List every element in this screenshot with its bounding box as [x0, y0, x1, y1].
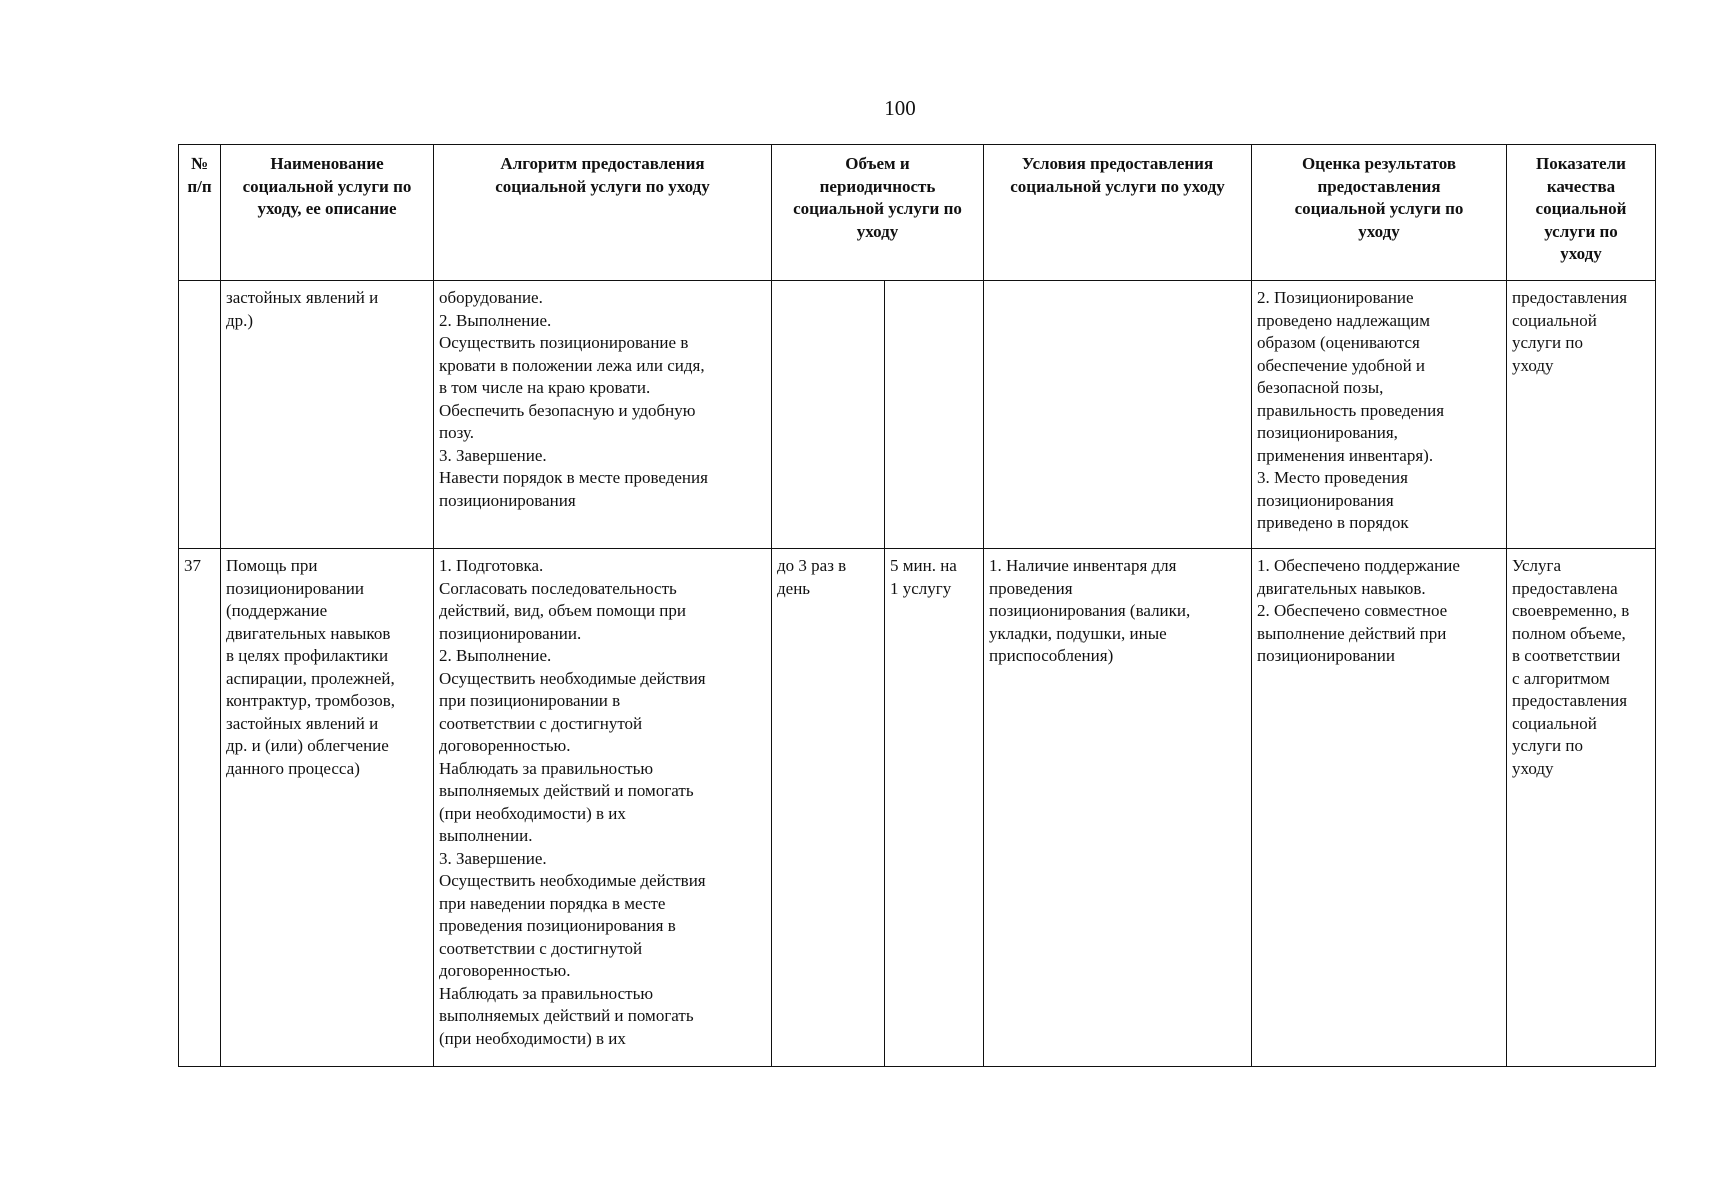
- cell-text-line: застойных явлений и: [226, 713, 379, 733]
- cell-service-name: [221, 549, 434, 1067]
- cell-text-line: (поддержание: [226, 601, 328, 620]
- cell-text-line: кровати в положении лежа или сидя,: [439, 355, 705, 375]
- services-table: [178, 144, 1656, 1067]
- cell-text-line: качества: [1546, 176, 1616, 196]
- cell-text-line: социальной: [1535, 199, 1627, 218]
- cell-algorithm: [434, 281, 772, 549]
- cell-text-line: Осуществить необходимые действия: [439, 871, 706, 890]
- cell-text-line: позиционировании: [1257, 646, 1395, 665]
- cell-text-line: социальной услуги по уходу: [1010, 176, 1225, 196]
- cell-text-line: Алгоритм предоставления: [500, 154, 705, 173]
- cell-text-line: Обеспечить безопасную и удобную: [439, 400, 696, 420]
- cell-text-line: проведения: [989, 578, 1073, 598]
- cell-text-line: в целях профилактики: [226, 646, 389, 665]
- cell-text-line: позиционирования: [439, 490, 576, 510]
- header-conditions: [984, 145, 1252, 281]
- cell-text-line: предоставления: [1512, 691, 1628, 710]
- cell-text-line: приспособления): [989, 646, 1114, 665]
- cell-text-line: позу.: [439, 423, 475, 442]
- cell-text-line: 2. Выполнение.: [439, 646, 552, 665]
- cell-text-line: 1. Наличие инвентаря для: [989, 556, 1177, 575]
- cell-text-line: действий, вид, объем помощи при: [439, 601, 686, 620]
- cell-text-line: безопасной позы,: [1257, 378, 1384, 397]
- cell-text-line: Помощь при: [226, 556, 318, 575]
- cell-text-line: (при необходимости) в их: [439, 1028, 626, 1048]
- cell-text-line: Объем и: [845, 154, 910, 173]
- cell-text-line: уходу: [1512, 758, 1554, 778]
- cell-text-line: выполнение действий при: [1257, 623, 1447, 643]
- cell-text-line: применения инвентаря).: [1257, 445, 1434, 465]
- cell-duration: [885, 549, 984, 1067]
- cell-text-line: Навести порядок в месте проведения: [439, 468, 708, 487]
- cell-quality: [1507, 549, 1656, 1067]
- cell-text-line: 1. Обеспечено поддержание: [1257, 556, 1460, 575]
- cell-text-line: при позиционировании в: [439, 691, 621, 710]
- cell-text-line: социальной услуги по уходу: [495, 176, 710, 196]
- cell-duration: [885, 281, 984, 549]
- header-num: [179, 145, 221, 281]
- cell-conditions: [984, 549, 1252, 1067]
- cell-text-line: позиционировании.: [439, 623, 582, 643]
- cell-text-line: выполняемых действий и помогать: [439, 1006, 694, 1025]
- cell-text-line: 3. Завершение.: [439, 848, 547, 868]
- cell-text-line: 3. Завершение.: [439, 445, 547, 465]
- cell-text-line: социальной: [1512, 310, 1597, 330]
- cell-text-line: Согласовать последовательность: [439, 578, 677, 598]
- cell-text-line: контрактур, тромбозов,: [226, 691, 396, 710]
- cell-text-line: позиционирования,: [1257, 423, 1398, 442]
- cell-text-line: предоставления: [1512, 288, 1628, 307]
- cell-text-line: приведено в порядок: [1257, 513, 1409, 532]
- cell-conditions: [984, 281, 1252, 549]
- cell-text-line: проведения позиционирования в: [439, 916, 676, 935]
- cell-text-line: позиционировании: [226, 578, 364, 598]
- cell-text-line: соответствии с достигнутой: [439, 938, 643, 958]
- cell-text-line: (при необходимости) в их: [439, 803, 626, 823]
- cell-text-line: правильность проведения: [1257, 400, 1445, 420]
- cell-text-line: обеспечение удобной и: [1257, 355, 1426, 375]
- header-evaluation: [1252, 145, 1507, 281]
- cell-text-line: договоренностью.: [439, 961, 571, 980]
- cell-text-line: выполнении.: [439, 826, 533, 845]
- cell-text-line: проведено надлежащим: [1257, 310, 1430, 330]
- cell-text-line: предоставлена: [1512, 578, 1618, 598]
- cell-text-line: Оценка результатов: [1301, 154, 1457, 173]
- cell-text-line: Условия предоставления: [1021, 154, 1214, 173]
- cell-text-line: в соответствии: [1512, 646, 1621, 665]
- cell-text-line: 5 мин. на: [890, 556, 957, 575]
- header-volume-frequency: [772, 145, 984, 281]
- cell-text-line: до 3 раз в: [777, 556, 847, 575]
- cell-text-line: уходу: [856, 221, 899, 241]
- cell-text-line: уходу: [1512, 355, 1554, 375]
- cell-text-line: договоренностью.: [439, 736, 571, 755]
- cell-text-line: позиционирования: [1257, 490, 1394, 510]
- table-header-row: [179, 145, 1656, 281]
- cell-text-line: др.): [226, 310, 254, 330]
- cell-text-line: уходу: [1560, 244, 1602, 263]
- cell-text-line: др. и (или) облегчение: [226, 736, 389, 755]
- header-quality: [1507, 145, 1656, 281]
- cell-text-line: Наблюдать за правильностью: [439, 758, 654, 778]
- cell-text-line: аспирации, пролежней,: [226, 668, 395, 688]
- cell-frequency: [772, 281, 885, 549]
- cell-text-line: социальной услуги по: [242, 176, 412, 196]
- cell-text-line: услуги по: [1544, 221, 1618, 241]
- page-number: 100: [884, 96, 916, 120]
- cell-num: 37: [179, 549, 221, 1067]
- cell-text-line: уходу, ее описание: [257, 199, 397, 218]
- cell-evaluation: [1252, 549, 1507, 1067]
- cell-algorithm: [434, 549, 772, 1067]
- cell-text-line: Осуществить позиционирование в: [439, 333, 689, 352]
- cell-text-line: Наблюдать за правильностью: [439, 983, 654, 1003]
- cell-text-line: образом (оцениваются: [1257, 333, 1420, 352]
- cell-text-line: предоставления: [1317, 176, 1441, 196]
- cell-text-line: выполняемых действий и помогать: [439, 781, 694, 800]
- cell-text-line: день: [777, 578, 811, 598]
- cell-evaluation: [1252, 281, 1507, 549]
- cell-text-line: при наведении порядка в месте: [439, 893, 666, 913]
- cell-text-line: своевременно, в: [1512, 601, 1630, 620]
- cell-text-line: Услуга: [1512, 556, 1562, 575]
- cell-text-line: 2. Выполнение.: [439, 310, 552, 330]
- cell-text-line: услуги по: [1512, 333, 1583, 352]
- cell-text-line: 2. Позиционирование: [1257, 288, 1414, 307]
- header-service-name: [221, 145, 434, 281]
- cell-text-line: оборудование.: [439, 288, 543, 307]
- table-row: [179, 549, 1656, 1067]
- cell-text-line: п/п: [187, 176, 212, 196]
- cell-text-line: 3. Место проведения: [1257, 468, 1408, 487]
- cell-text-line: №: [190, 154, 209, 173]
- cell-text-line: двигательных навыков: [226, 623, 391, 643]
- cell-text-line: застойных явлений и: [226, 288, 379, 307]
- cell-text-line: позиционирования (валики,: [989, 601, 1191, 620]
- cell-text-line: двигательных навыков.: [1257, 578, 1426, 598]
- cell-quality: [1507, 281, 1656, 549]
- cell-num: [179, 281, 221, 549]
- cell-text-line: в том числе на краю кровати.: [439, 378, 651, 397]
- cell-text-line: 1. Подготовка.: [439, 556, 544, 575]
- cell-text-line: социальной услуги по: [793, 199, 962, 218]
- cell-text-line: социальной услуги по: [1294, 199, 1464, 218]
- cell-text-line: периодичность: [819, 176, 936, 196]
- cell-text-line: с алгоритмом: [1512, 668, 1610, 688]
- cell-text-line: услуги по: [1512, 736, 1583, 755]
- cell-text-line: полном объеме,: [1512, 623, 1626, 643]
- cell-text-line: социальной: [1512, 713, 1597, 733]
- cell-frequency: [772, 549, 885, 1067]
- header-algorithm: [434, 145, 772, 281]
- cell-text-line: Показатели: [1536, 154, 1626, 173]
- cell-text-line: уходу: [1358, 221, 1400, 241]
- cell-text-line: соответствии с достигнутой: [439, 713, 643, 733]
- table-row: [179, 281, 1656, 549]
- cell-text-line: 2. Обеспечено совместное: [1257, 601, 1448, 620]
- cell-text-line: укладки, подушки, иные: [989, 623, 1167, 643]
- cell-text-line: Наименование: [270, 154, 384, 173]
- cell-text-line: 1 услугу: [890, 578, 952, 598]
- cell-service-name: [221, 281, 434, 549]
- cell-text-line: Осуществить необходимые действия: [439, 668, 706, 688]
- cell-text-line: данного процесса): [226, 758, 360, 778]
